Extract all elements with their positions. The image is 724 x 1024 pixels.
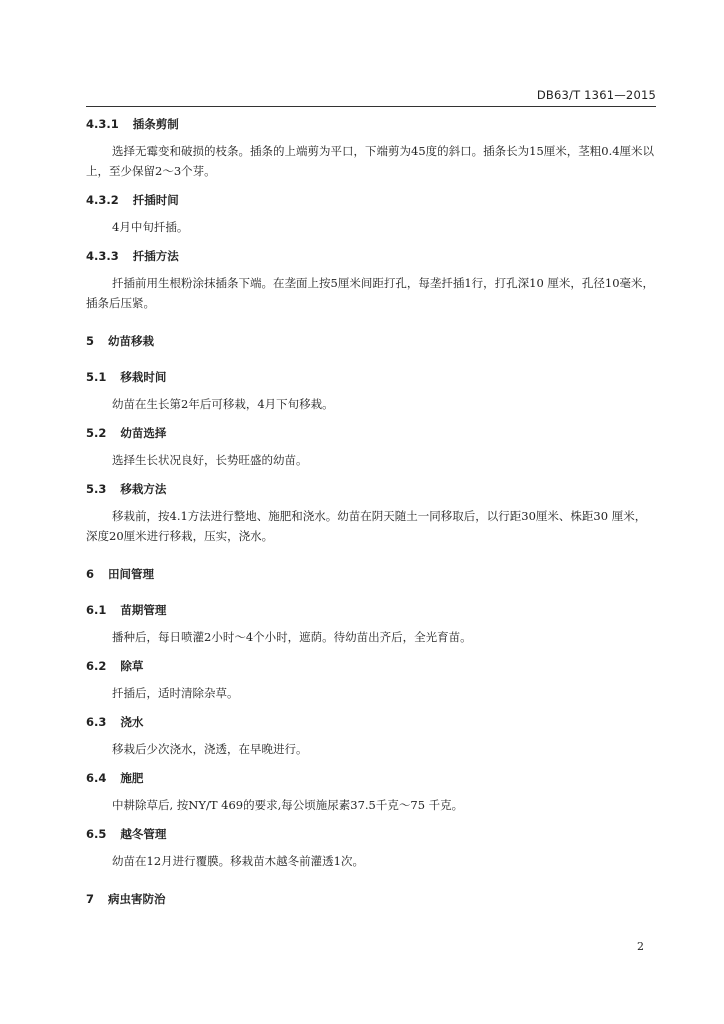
header-rule [86,106,656,107]
section-number: 6.2 [86,659,107,673]
section-heading [86,369,656,385]
section-title: 病虫害防治 [108,892,166,906]
chapter-heading [86,333,656,349]
section-number: 6 [86,567,95,581]
section-heading [86,192,656,208]
section-paragraph: 幼苗在生长第2年后可移栽，4月下旬移栽。 [112,397,334,411]
section-number: 5 [86,334,95,348]
section-number: 4.3.2 [86,193,119,207]
section-heading [86,826,656,842]
section-number: 7 [86,892,95,906]
section-title: 插条剪制 [132,117,179,131]
section-heading [86,425,656,441]
section-title: 扦插时间 [132,193,179,207]
section-title: 浇水 [120,715,144,729]
section-heading [86,602,656,618]
section-title: 移栽时间 [120,370,167,384]
section-number: 5.3 [86,482,107,496]
section-title: 扦插方法 [132,249,179,263]
document-code: DB63/T 1361—2015 [536,88,656,102]
section-title: 苗期管理 [120,603,167,617]
section-title: 除草 [120,659,144,673]
page-number: 2 [637,940,644,953]
document-body [86,116,656,907]
section-number: 5.2 [86,426,107,440]
chapter-heading [86,891,656,907]
section-heading [86,658,656,674]
section-heading [86,714,656,730]
section-number: 4.3.1 [86,117,119,131]
section-title: 幼苗移栽 [108,334,155,348]
section-paragraph: 播种后，每日喷灌2小时～4个小时，遮荫。待幼苗出齐后，全光育苗。 [112,630,472,644]
section-paragraph: 选择无霉变和破损的枝条。插条的上端剪为平口，下端剪为45度的斜口。插条长为15厘米，茎粗0.4厘米以上，至少保留2～3个芽。 [86,144,655,178]
section-heading [86,116,656,132]
section-title: 施肥 [120,771,144,785]
section-number: 6.5 [86,827,107,841]
section-heading [86,770,656,786]
section-number: 6.3 [86,715,107,729]
section-number: 5.1 [86,370,107,384]
section-title: 越冬管理 [120,827,167,841]
section-number: 4.3.3 [86,249,119,263]
section-paragraph: 移栽后少次浇水，浇透，在早晚进行。 [112,742,308,756]
section-title: 幼苗选择 [120,426,167,440]
section-heading [86,481,656,497]
section-number: 6.1 [86,603,107,617]
chapter-heading [86,566,656,582]
section-heading [86,248,656,264]
section-paragraph: 扦插后，适时清除杂草。 [112,686,239,700]
section-paragraph: 4月中旬扦插。 [112,220,189,234]
section-title: 田间管理 [108,567,155,581]
section-paragraph: 移栽前，按4.1方法进行整地、施肥和浇水。幼苗在阴天随土一同移取后，以行距30厘米、株距30 厘米，深度20厘米进行移栽，压实，浇水。 [86,509,647,543]
section-paragraph: 选择生长状况良好，长势旺盛的幼苗。 [112,453,308,467]
section-title: 移栽方法 [120,482,167,496]
section-paragraph: 扦插前用生根粉涂抹插条下端。在垄面上按5厘米间距打孔，每垄扦插1行，打孔深10 厘米，孔径10毫米，插条后压紧。 [86,276,655,310]
section-paragraph: 中耕除草后, 按NY/T 469的要求,每公顷施尿素37.5千克～75 千克。 [112,798,464,812]
section-number: 6.4 [86,771,107,785]
section-paragraph: 幼苗在12月进行覆膜。移栽苗木越冬前灌透1次。 [112,854,364,868]
